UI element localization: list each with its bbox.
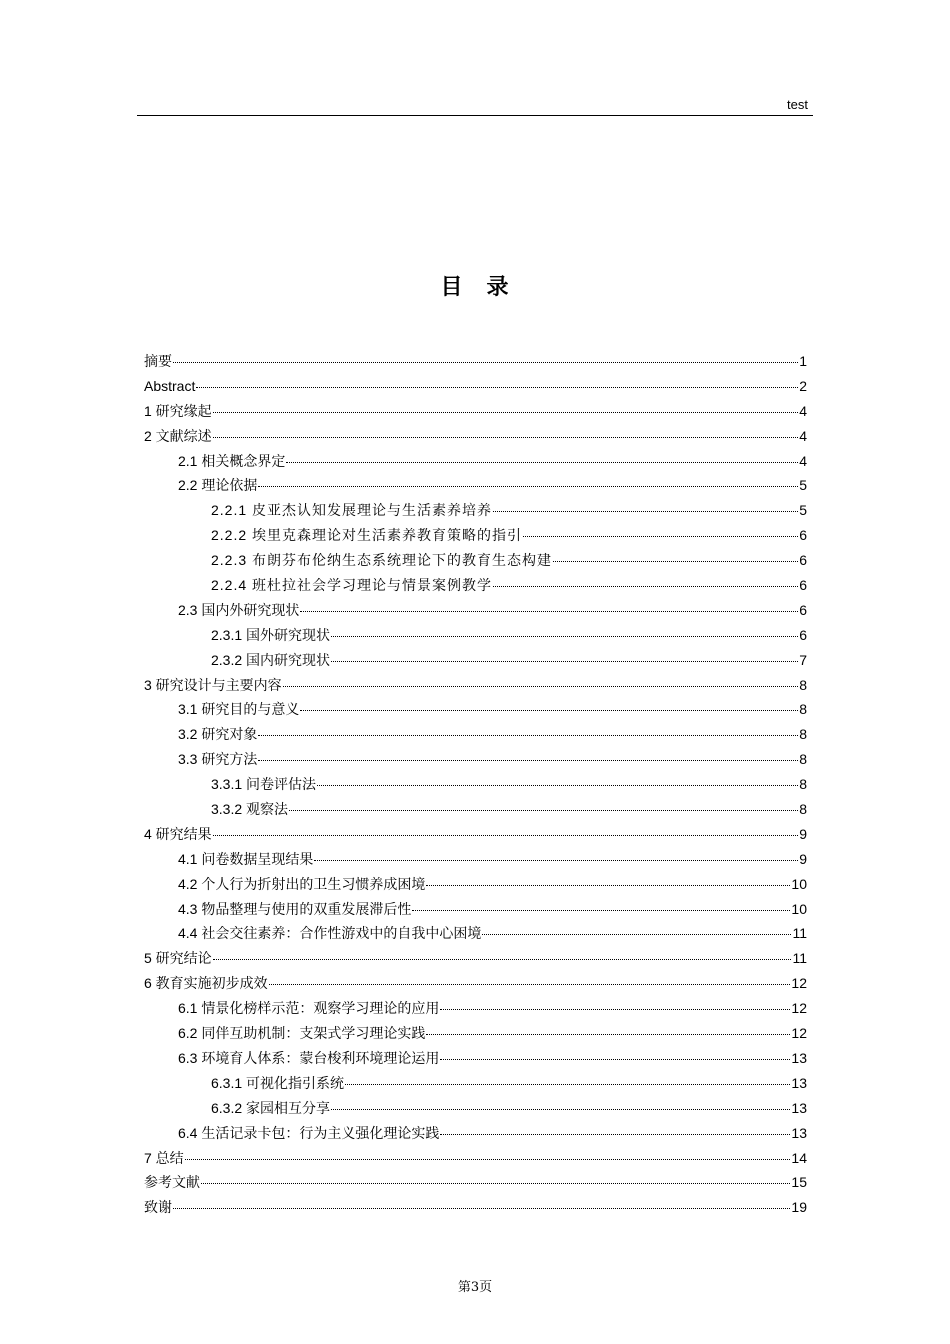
toc-entry[interactable]: [144, 349, 807, 374]
toc-dot-leader: [173, 1208, 790, 1209]
toc-entry-label: 6.3.1 可视化指引系统: [211, 1074, 345, 1091]
toc-dot-leader: [317, 785, 798, 786]
toc-dot-leader: [213, 959, 792, 960]
toc-entry-page: 5: [799, 502, 807, 519]
toc-entry[interactable]: [144, 872, 807, 897]
toc-entry-label: 3 研究设计与主要内容: [144, 676, 282, 693]
toc-entry-page: 1: [799, 353, 807, 369]
toc-entry-label: 2.2.1 皮亚杰认知发展理论与生活素养培养: [211, 502, 493, 519]
toc-entry-label: 3.3 研究方法: [178, 751, 258, 768]
toc-entry-label: 6.3 环境育人体系：蒙台梭利环境理论运用: [178, 1049, 440, 1066]
toc-entry[interactable]: [144, 971, 807, 996]
toc-entry[interactable]: [144, 1021, 807, 1046]
toc-entry-page: 11: [792, 950, 807, 967]
toc-entry-label: 致谢: [144, 1199, 172, 1216]
toc-entry[interactable]: [144, 747, 807, 772]
toc-entry[interactable]: [144, 523, 807, 548]
toc-entry-label: 3.2 研究对象: [178, 726, 258, 743]
toc-entry[interactable]: [144, 946, 807, 971]
toc-entry-page: 6: [799, 601, 807, 618]
table-of-contents: [144, 349, 807, 1220]
running-header: test: [787, 97, 808, 112]
toc-entry-page: 6: [799, 552, 807, 569]
toc-entry-page: 13: [791, 1099, 807, 1116]
toc-entry-label: 2.3 国内外研究现状: [178, 601, 300, 618]
toc-entry-page: 9: [799, 850, 807, 867]
toc-dot-leader: [331, 636, 798, 637]
toc-dot-leader: [258, 486, 798, 487]
toc-entry-label: 2 文献综述: [144, 427, 212, 444]
toc-entry-label: 1 研究缘起: [144, 402, 212, 419]
toc-dot-leader: [213, 437, 799, 438]
toc-entry[interactable]: [144, 847, 807, 872]
toc-entry-page: 12: [791, 1025, 807, 1042]
toc-dot-leader: [440, 1009, 790, 1010]
toc-entry[interactable]: [144, 722, 807, 747]
toc-entry-label: 2.3.1 国外研究现状: [211, 626, 331, 643]
toc-dot-leader: [440, 1059, 790, 1060]
toc-entry[interactable]: [144, 1121, 807, 1146]
toc-dot-leader: [300, 611, 798, 612]
toc-entry-label: 2.2.2 埃里克森理论对生活素养教育策略的指引: [211, 527, 523, 544]
toc-entry-label: Abstract: [144, 377, 196, 394]
toc-entry-page: 2: [799, 377, 807, 394]
toc-entry-label: 6.1 情景化榜样示范：观察学习理论的应用: [178, 1000, 440, 1017]
toc-entry[interactable]: [144, 996, 807, 1021]
toc-entry[interactable]: [144, 399, 807, 424]
toc-dot-leader: [493, 586, 798, 587]
toc-entry-label: 6.3.2 家园相互分享: [211, 1099, 331, 1116]
toc-dot-leader: [331, 1109, 790, 1110]
toc-entry-page: 8: [799, 701, 807, 718]
toc-entry-label: 3.3.2 观察法: [211, 801, 289, 818]
toc-entry-page: 5: [799, 477, 807, 494]
toc-dot-leader: [523, 536, 798, 537]
toc-entry-page: 11: [792, 925, 807, 942]
toc-entry-page: 4: [799, 427, 807, 444]
toc-entry-page: 8: [799, 751, 807, 768]
toc-entry-page: 10: [791, 875, 807, 892]
toc-entry[interactable]: [144, 1195, 807, 1220]
toc-entry-page: 13: [791, 1074, 807, 1091]
toc-entry-label: 4 研究结果: [144, 825, 212, 842]
toc-entry[interactable]: [144, 424, 807, 449]
toc-entry-label: 参考文献: [144, 1174, 200, 1191]
toc-entry-page: 12: [791, 975, 807, 992]
toc-entry[interactable]: [144, 473, 807, 498]
toc-entry-page: 9: [799, 825, 807, 842]
toc-entry[interactable]: [144, 772, 807, 797]
toc-entry-label: 2.2.3 布朗芬布伦纳生态系统理论下的教育生态构建: [211, 552, 553, 569]
toc-title: 目 录: [440, 274, 510, 300]
toc-entry[interactable]: [144, 1071, 807, 1096]
toc-dot-leader: [283, 686, 799, 687]
toc-dot-leader: [314, 860, 798, 861]
toc-entry-label: 4.2 个人行为折射出的卫生习惯养成困境: [178, 875, 426, 892]
toc-entry-label: 2.1 相关概念界定: [178, 452, 286, 469]
toc-entry-label: 摘要: [144, 353, 172, 369]
toc-entry-page: 7: [799, 651, 807, 668]
toc-entry[interactable]: [144, 897, 807, 922]
toc-entry-label: 4.3 物品整理与使用的双重发展滞后性: [178, 900, 412, 917]
toc-entry-label: 6 教育实施初步成效: [144, 975, 268, 992]
toc-entry-page: 13: [791, 1049, 807, 1066]
toc-dot-leader: [440, 1134, 790, 1135]
toc-entry[interactable]: [144, 623, 807, 648]
toc-entry-page: 8: [799, 776, 807, 793]
toc-entry-page: 8: [799, 676, 807, 693]
toc-dot-leader: [213, 835, 799, 836]
toc-dot-leader: [213, 412, 799, 413]
toc-entry-page: 19: [791, 1199, 807, 1216]
toc-entry-page: 10: [791, 900, 807, 917]
toc-entry-label: 5 研究结论: [144, 950, 212, 967]
toc-dot-leader: [286, 462, 798, 463]
toc-entry[interactable]: [144, 822, 807, 847]
toc-dot-leader: [289, 810, 798, 811]
toc-entry-label: 6.4 生活记录卡包：行为主义强化理论实践: [178, 1124, 440, 1141]
toc-entry-label: 3.3.1 问卷评估法: [211, 776, 317, 793]
toc-entry-label: 4.1 问卷数据呈现结果: [178, 850, 314, 867]
toc-entry[interactable]: [144, 548, 807, 573]
toc-dot-leader: [482, 934, 791, 935]
toc-entry-page: 13: [791, 1124, 807, 1141]
toc-entry[interactable]: [144, 1146, 807, 1171]
toc-entry[interactable]: [144, 1096, 807, 1121]
toc-entry[interactable]: [144, 573, 807, 598]
toc-dot-leader: [173, 362, 798, 363]
toc-dot-leader: [258, 760, 798, 761]
toc-entry[interactable]: [144, 1046, 807, 1071]
toc-entry[interactable]: [144, 921, 807, 946]
toc-dot-leader: [331, 661, 798, 662]
toc-entry-label: 4.4 社会交往素养：合作性游戏中的自我中心困境: [178, 925, 482, 942]
toc-entry-page: 6: [799, 626, 807, 643]
toc-dot-leader: [258, 735, 798, 736]
toc-entry[interactable]: [144, 697, 807, 722]
toc-dot-leader: [345, 1084, 790, 1085]
toc-entry-page: 4: [799, 452, 807, 469]
toc-entry-page: 15: [791, 1174, 807, 1191]
toc-entry-page: 14: [791, 1149, 807, 1166]
toc-entry[interactable]: [144, 449, 807, 474]
toc-entry-label: 3.1 研究目的与意义: [178, 701, 300, 718]
toc-entry-label: 2.2.4 班杜拉社会学习理论与情景案例教学: [211, 577, 493, 594]
toc-dot-leader: [269, 984, 791, 985]
toc-entry-label: 2.2 理论依据: [178, 477, 258, 494]
page-number: 第3页: [457, 1280, 493, 1295]
toc-entry-page: 6: [799, 527, 807, 544]
toc-dot-leader: [300, 710, 798, 711]
toc-dot-leader: [196, 387, 798, 388]
toc-entry[interactable]: [144, 598, 807, 623]
toc-entry-page: 8: [799, 801, 807, 818]
toc-entry[interactable]: [144, 1170, 807, 1195]
toc-entry-label: 2.3.2 国内研究现状: [211, 651, 331, 668]
toc-entry[interactable]: [144, 374, 807, 399]
toc-entry-label: 6.2 同伴互助机制：支架式学习理论实践: [178, 1025, 426, 1042]
toc-entry[interactable]: [144, 648, 807, 673]
toc-dot-leader: [201, 1183, 790, 1184]
toc-dot-leader: [185, 1159, 791, 1160]
toc-entry[interactable]: [144, 673, 807, 698]
header-rule: [137, 115, 813, 116]
toc-entry-page: 4: [799, 402, 807, 419]
toc-entry[interactable]: [144, 498, 807, 523]
toc-entry-page: 12: [791, 1000, 807, 1017]
toc-entry[interactable]: [144, 797, 807, 822]
toc-dot-leader: [493, 511, 798, 512]
toc-entry-label: 7 总结: [144, 1149, 184, 1166]
toc-dot-leader: [426, 1034, 790, 1035]
toc-entry-page: 8: [799, 726, 807, 743]
toc-dot-leader: [553, 561, 798, 562]
toc-dot-leader: [426, 885, 790, 886]
toc-dot-leader: [412, 910, 790, 911]
toc-entry-page: 6: [799, 577, 807, 594]
